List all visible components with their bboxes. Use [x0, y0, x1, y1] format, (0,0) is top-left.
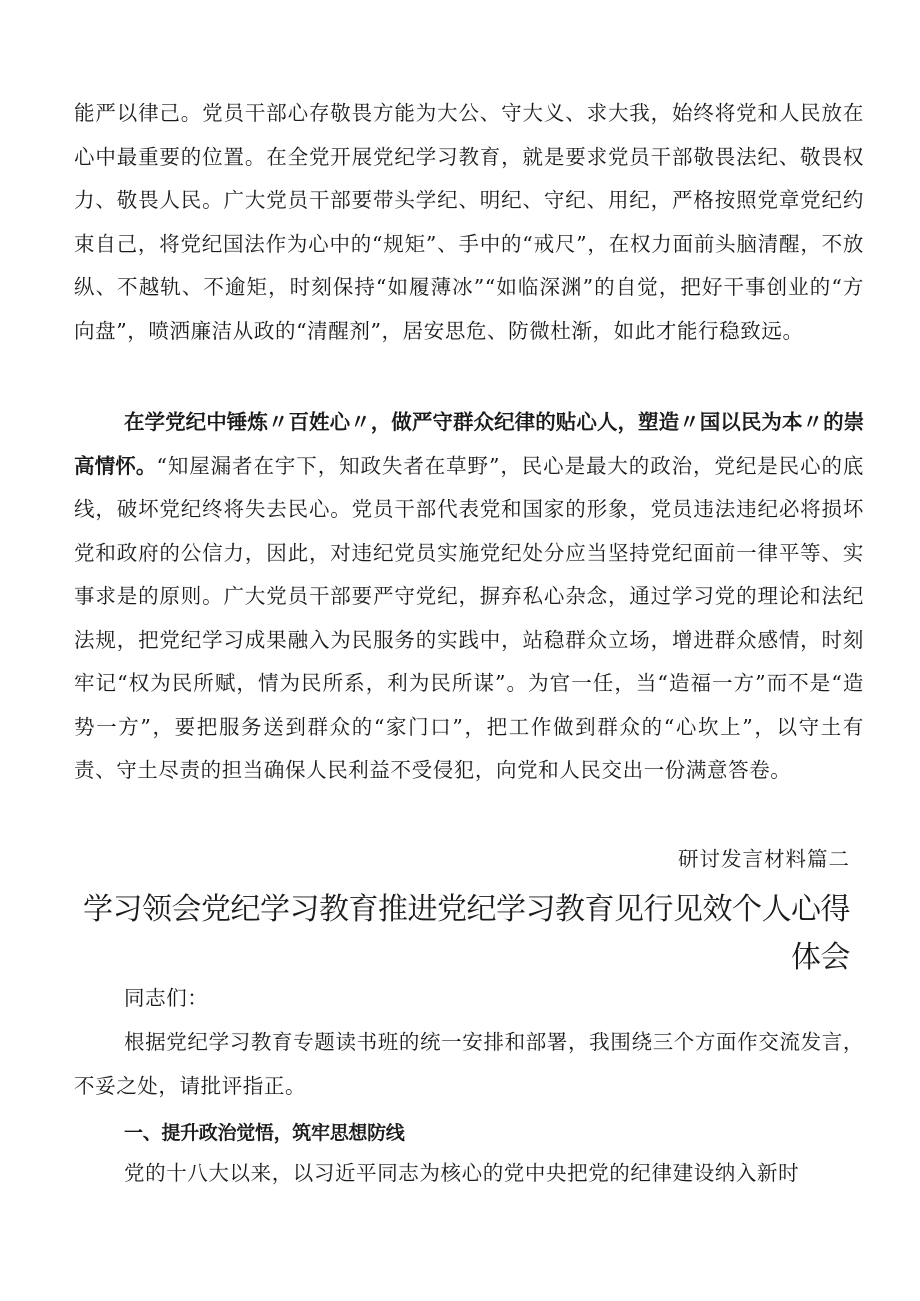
- paragraph-discipline-awe: 能严以律己。党员干部心存敬畏方能为大公、守大义、求大我，始终将党和人民放在心中最重要的位置。在全党开展党纪学习教育，就是要求党员干部敬畏法纪、敬畏权力、敬畏人民。广大党员干部要带头学纪、明纪、守纪、用纪，严格按照党章党纪约束自己，将党纪国法作为心中的“规矩”、手中的“戒尺”，在权力面前头脑清醒，不放纵、不越轨、不逾矩，时刻保持“如履薄冰”“如临深渊”的自觉，把好干事创业的“方向盘”，喷洒廉洁从政的“清醒剂”，居安思危、防微杜渐，如此才能行稳致远。: [74, 101, 864, 343]
- paragraph-section-one-start: 党的十八大以来，以习近平同志为核心的党中央把党的纪律建设纳入新时: [124, 1161, 800, 1185]
- section-heading-one: 一、提升政治觉悟，筑牢思想防线: [124, 1122, 405, 1144]
- paragraph-lead-bold: 在学党纪中锤炼〃百姓心〃，做严守群众纪律的贴心人，塑造〃国以民为本〃的崇高情怀。: [74, 410, 864, 478]
- paragraph-body: “知屋漏者在宇下，知政失者在草野”，民心是最大的政治，党纪是民心的底线，破坏党纪终将失去民心。党员干部代表党和国家的形象，党员违法违纪必将损坏党和政府的公信力，因此，对违纪党员实施党纪处分应当坚持党纪面前一律平等、实事求是的原则。广大党员干部要严守党纪，摒弃私心杂念，通过学习党的理论和法纪法规，把党纪学习成果融入为民服务的实践中，站稳群众立场，增进群众感情，时刻牢记“权为民所赋，情为民所系，利为民所谋”。为官一任，当“造福一方”而不是“造势一方”，要把服务送到群众的“家门口”，把工作做到群众的“心坎上”，以守土有责、守土尽责的担当确保人民利益不受侵犯，向党和人民交出一份满意答卷。: [74, 453, 864, 782]
- section-label: 研讨发言材料篇二: [678, 847, 850, 871]
- paragraph-people-heart: [74, 401, 864, 793]
- salutation: 同志们：: [124, 986, 209, 1010]
- document-title: 学习领会党纪学习教育推进党纪学习教育见行见效个人心得体会: [83, 892, 850, 975]
- paragraph-intro: 根据党纪学习教育专题读书班的统一安排和部署，我围绕三个方面作交流发言，不妥之处，请批评指正。: [74, 1030, 864, 1098]
